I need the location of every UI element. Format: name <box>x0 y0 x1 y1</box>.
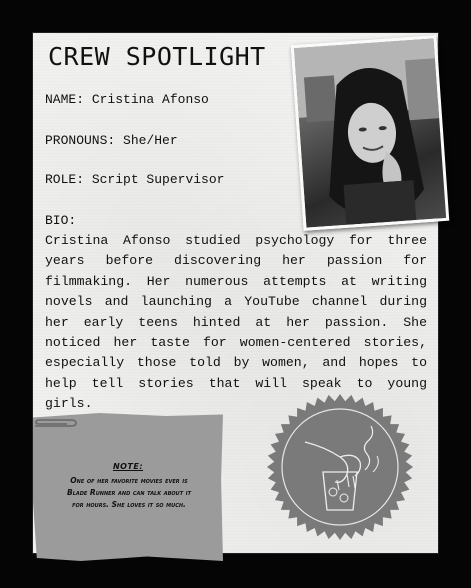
bio-text: Cristina Afonso studied psychology for three years before discovering her passion for filmmaking. Her numerous attempts at writing novels and launching a YouTube channel during her early teens hinted at her passion. She noticed her taste for women-centered stories, especially those told by women, and hopes to help tell stories that will speak to young girls. <box>45 233 427 412</box>
portrait-photo <box>291 35 450 231</box>
pronouns-label: PRONOUNS: <box>45 133 116 148</box>
cocktail-hand-seal-icon <box>265 392 415 547</box>
role-row <box>45 172 224 187</box>
note-title: NOTE: <box>112 462 144 471</box>
note-line: One of her favorite movies ever is <box>70 476 188 485</box>
name-label: NAME: <box>45 92 85 107</box>
note-body <box>36 475 222 511</box>
portrait-illustration <box>294 38 446 227</box>
role-label: ROLE: <box>45 172 85 187</box>
page-title: CREW SPOTLIGHT <box>48 42 266 71</box>
pronouns-row <box>45 133 178 148</box>
paperclip-icon <box>31 417 79 438</box>
bio-label: BIO: <box>45 213 77 228</box>
pronouns-value: She/Her <box>123 133 178 148</box>
note-line: Blade Runner and can talk about it <box>66 488 192 497</box>
note-line: for hours. She loves it so much. <box>72 500 186 509</box>
name-row <box>45 92 209 107</box>
name-value: Cristina Afonso <box>91 92 209 107</box>
role-value: Script Supervisor <box>91 172 225 187</box>
